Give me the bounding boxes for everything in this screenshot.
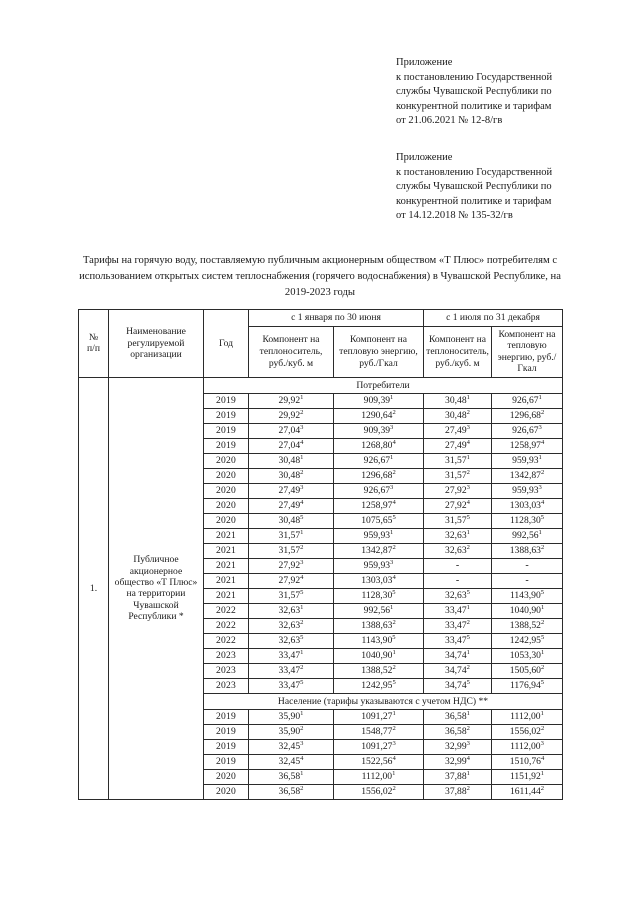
cell-p2-energy: 1342,87$^2$ [492, 468, 563, 483]
cell-p1-coolant: 27,49$^4$ [249, 498, 334, 513]
year-cell: 2021 [204, 588, 249, 603]
cell-p1-coolant: 33,47$^2$ [249, 663, 334, 678]
footnote-marker: 1 [300, 529, 304, 537]
footnote-marker: 1 [540, 710, 544, 718]
year-cell: 2020 [204, 483, 249, 498]
cell-p1-energy: 926,67$^1$ [334, 453, 424, 468]
footnote-marker: 5 [392, 634, 396, 642]
footnote-marker: 2 [540, 785, 545, 793]
footnote-marker: 1 [466, 604, 470, 612]
title-line-1: Тарифы на горячую воду, поставляемую публичным акционерным обществом «Т Плюс» [82, 255, 485, 266]
cell-p2-coolant: 33,47$^5$ [424, 633, 492, 648]
appendix-2-line-4: конкурентной политике и тарифам [396, 195, 552, 207]
appendix-1-line-1: Приложение [396, 57, 453, 68]
year-cell: 2020 [204, 784, 249, 799]
footnote-marker: 2 [466, 785, 470, 793]
table-section-row [79, 377, 563, 393]
cell-p2-energy: 926,67$^3$ [492, 423, 563, 438]
cell-p2-coolant: 30,48$^1$ [424, 393, 492, 408]
cell-p2-coolant: 37,88$^1$ [424, 769, 492, 784]
year-cell: 2019 [204, 754, 249, 769]
footnote-marker: 4 [300, 499, 304, 507]
cell-p2-coolant: 32,63$^2$ [424, 543, 492, 558]
year-cell: 2023 [204, 678, 249, 693]
footnote-marker: 1 [392, 710, 396, 718]
footnote-marker: 2 [466, 544, 470, 552]
cell-p1-coolant: 32,63$^5$ [249, 633, 334, 648]
cell-p2-coolant: 32,99$^3$ [424, 739, 492, 754]
footnote-marker: 1 [392, 770, 396, 778]
cell-p1-energy: 1075,65$^5$ [334, 513, 424, 528]
footnote-marker: 5 [540, 679, 545, 687]
footnote-marker: 2 [540, 544, 545, 552]
footnote-marker: 2 [466, 664, 470, 672]
appendix-2-line-1: Приложение [396, 151, 453, 163]
footnote-marker: 5 [466, 634, 470, 642]
footnote-marker: 5 [300, 514, 304, 522]
year-cell: 2021 [204, 543, 249, 558]
year-cell: 2023 [204, 648, 249, 663]
tariff-table [78, 309, 563, 800]
cell-p1-energy: 1296,68$^2$ [334, 468, 424, 483]
cell-p1-coolant: 27,49$^3$ [249, 483, 334, 498]
footnote-marker: 3 [466, 424, 470, 432]
footnote-marker: 1 [300, 604, 304, 612]
col-header-year: Год [204, 310, 249, 378]
footnote-marker: 1 [466, 454, 470, 462]
footnote-marker: 1 [540, 649, 545, 657]
footnote-marker: 1 [466, 394, 470, 402]
cell-p1-energy: 1258,97$^4$ [334, 498, 424, 513]
cell-p2-energy: 1176,94$^5$ [492, 678, 563, 693]
cell-p2-coolant: 30,48$^2$ [424, 408, 492, 423]
footnote-marker: 1 [300, 394, 304, 402]
cell-p1-energy: 1548,77$^2$ [334, 724, 424, 739]
year-cell: 2019 [204, 393, 249, 408]
footnote-marker: 1 [300, 454, 304, 462]
footnote-marker: 2 [392, 785, 396, 793]
footnote-marker: 2 [392, 544, 396, 552]
cell-p2-energy: 1505,60$^2$ [492, 663, 563, 678]
footnote-marker: 2 [300, 409, 304, 417]
footnote-marker: 3 [538, 424, 542, 432]
footnote-marker: 5 [540, 589, 545, 597]
cell-p1-coolant: 31,57$^5$ [249, 588, 334, 603]
footnote-marker: 1 [540, 604, 545, 612]
cell-p2-energy: 1112,00$^1$ [492, 709, 563, 724]
cell-p2-coolant: 34,74$^5$ [424, 678, 492, 693]
footnote-marker: 1 [300, 649, 304, 657]
footnote-marker: 4 [392, 499, 396, 507]
col-header-number [79, 310, 109, 378]
year-cell: 2022 [204, 603, 249, 618]
cell-p1-energy: 1268,80$^4$ [334, 438, 424, 453]
footnote-marker: 4 [392, 755, 396, 763]
cell-p2-coolant: 31,57$^2$ [424, 468, 492, 483]
cell-p2-energy: 959,93$^3$ [492, 483, 563, 498]
footnote-marker: 4 [466, 499, 470, 507]
cell-p2-energy: 1388,63$^2$ [492, 543, 563, 558]
col-header-p2-energy: Компонент на тепловую энергию, руб./Гкал [492, 326, 563, 377]
cell-p1-energy: 1112,00$^1$ [334, 769, 424, 784]
footnote-marker: 2 [392, 409, 396, 417]
cell-p1-coolant: 32,63$^1$ [249, 603, 334, 618]
year-cell: 2019 [204, 739, 249, 754]
cell-p2-energy: 1151,92$^1$ [492, 769, 563, 784]
cell-p1-energy: 1342,87$^2$ [334, 543, 424, 558]
footnote-marker: 1 [390, 604, 394, 612]
cell-p2-coolant: 36,58$^2$ [424, 724, 492, 739]
footnote-marker: 2 [540, 409, 545, 417]
footnote-marker: 1 [300, 770, 304, 778]
appendix-2-line-3: службы Чувашской Республики по [396, 181, 552, 193]
cell-p1-energy: 959,93$^3$ [334, 558, 424, 573]
title-line-3: водоснабжения) в Чувашской Республике, на 2019-2023 годы [284, 271, 561, 298]
cell-p1-energy: 1143,90$^5$ [334, 633, 424, 648]
year-cell: 2019 [204, 709, 249, 724]
cell-p1-energy: 959,93$^1$ [334, 528, 424, 543]
cell-p1-energy: 1388,52$^2$ [334, 663, 424, 678]
table-body [79, 377, 563, 799]
footnote-marker: 2 [300, 785, 304, 793]
footnote-marker: 4 [466, 755, 470, 763]
footnote-marker: 2 [540, 619, 545, 627]
footnote-marker: 5 [300, 589, 304, 597]
footnote-marker: 1 [390, 454, 394, 462]
cell-p1-coolant: 30,48$^2$ [249, 468, 334, 483]
cell-p1-energy: 1040,90$^1$ [334, 648, 424, 663]
col-header-period-first-half: с 1 января по 30 июня [249, 310, 424, 327]
cell-p2-coolant: 33,47$^2$ [424, 618, 492, 633]
footnote-marker: 3 [390, 424, 394, 432]
cell-p1-energy: 909,39$^3$ [334, 423, 424, 438]
title-line-2: потребителям с использованием открытых систем теплоснабжения (горячего [79, 255, 558, 282]
cell-p2-energy: 959,93$^1$ [492, 453, 563, 468]
row-index-cell: 1. [79, 377, 109, 799]
footnote-marker: 4 [300, 439, 304, 447]
cell-p1-coolant: 35,90$^2$ [249, 724, 334, 739]
cell-p1-energy: 1091,27$^1$ [334, 709, 424, 724]
col-header-organization-l3: организации [130, 349, 182, 361]
footnote-marker: 1 [466, 649, 470, 657]
footnote-marker: 4 [540, 499, 545, 507]
footnote-marker: 2 [300, 725, 304, 733]
cell-p2-energy: 1143,90$^5$ [492, 588, 563, 603]
cell-p2-coolant: 32,63$^1$ [424, 528, 492, 543]
section-label-cell: Население (тарифы указываются с учетом НДС) ** [204, 693, 563, 709]
appendix-1-line-2: к постановлению Государственной [396, 71, 553, 83]
section-label-cell: Потребители [204, 377, 563, 393]
footnote-marker: 3 [300, 559, 304, 567]
cell-p1-energy: 1242,95$^5$ [334, 678, 424, 693]
cell-p2-coolant: 27,49$^4$ [424, 438, 492, 453]
cell-p1-coolant: 33,47$^1$ [249, 648, 334, 663]
appendix-1-line-4: конкурентной политике и тарифам [396, 100, 552, 112]
cell-p2-coolant: 32,63$^5$ [424, 588, 492, 603]
cell-p2-energy: 1296,68$^2$ [492, 408, 563, 423]
footnote-marker: 1 [390, 394, 394, 402]
cell-p2-energy: 1128,30$^5$ [492, 513, 563, 528]
year-cell: 2020 [204, 468, 249, 483]
footnote-marker: 2 [392, 664, 396, 672]
year-cell: 2023 [204, 663, 249, 678]
year-cell: 2020 [204, 769, 249, 784]
footnote-marker: 3 [392, 740, 396, 748]
cell-p1-energy: 926,67$^3$ [334, 483, 424, 498]
year-cell: 2022 [204, 618, 249, 633]
cell-p1-coolant: 32,63$^2$ [249, 618, 334, 633]
footnote-marker: 1 [466, 770, 470, 778]
footnote-marker: 2 [466, 469, 470, 477]
cell-p1-coolant: 32,45$^3$ [249, 739, 334, 754]
document-title [78, 253, 562, 301]
footnote-marker: 3 [300, 424, 304, 432]
footnote-marker: 5 [540, 634, 545, 642]
footnote-marker: 4 [540, 755, 545, 763]
table-head [79, 310, 563, 378]
cell-p1-coolant: 27,04$^3$ [249, 423, 334, 438]
footnote-marker: 2 [392, 619, 396, 627]
cell-p1-coolant: 27,92$^3$ [249, 558, 334, 573]
footnote-marker: 3 [300, 740, 304, 748]
appendix-block-1 [396, 56, 636, 129]
cell-p2-energy: 1258,97$^4$ [492, 438, 563, 453]
footnote-marker: 2 [540, 664, 545, 672]
footnote-marker: 1 [538, 529, 542, 537]
cell-p1-coolant: 33,47$^5$ [249, 678, 334, 693]
footnote-marker: 4 [300, 574, 304, 582]
appendix-1-line-5: от 21.06.2021 № 12-8/гв [396, 115, 503, 127]
footnote-marker: 4 [392, 439, 396, 447]
year-cell: 2019 [204, 724, 249, 739]
cell-p1-coolant: 30,48$^5$ [249, 513, 334, 528]
cell-p1-coolant: 31,57$^2$ [249, 543, 334, 558]
footnote-marker: 2 [466, 725, 470, 733]
footnote-marker: 2 [392, 725, 396, 733]
cell-p1-energy: 1388,63$^2$ [334, 618, 424, 633]
cell-p1-energy: 1522,56$^4$ [334, 754, 424, 769]
footnote-marker: 5 [466, 589, 470, 597]
footnote-marker: 1 [466, 710, 470, 718]
col-header-p1-energy: Компонент на тепловую энергию, руб./Гкал [334, 326, 424, 377]
cell-p2-coolant: 27,92$^4$ [424, 498, 492, 513]
footnote-marker: 5 [300, 679, 304, 687]
cell-p2-energy: 1112,00$^3$ [492, 739, 563, 754]
col-header-number-l1: № [88, 331, 99, 343]
cell-p1-coolant: 27,04$^4$ [249, 438, 334, 453]
footnote-marker: 3 [466, 740, 470, 748]
cell-p2-energy: 1556,02$^2$ [492, 724, 563, 739]
col-header-organization-l1: Наименование [126, 326, 186, 338]
cell-p2-energy: 926,67$^1$ [492, 393, 563, 408]
footnote-marker: 5 [466, 679, 470, 687]
cell-p2-coolant: - [424, 558, 492, 573]
cell-p2-energy: - [492, 558, 563, 573]
appendix-2-line-2: к постановлению Государственной [396, 166, 553, 178]
cell-p1-energy: 1091,27$^3$ [334, 739, 424, 754]
footnote-marker: 3 [390, 484, 394, 492]
footnote-marker: 1 [390, 529, 394, 537]
cell-p2-coolant: - [424, 573, 492, 588]
footnote-marker: 5 [392, 679, 396, 687]
year-cell: 2020 [204, 453, 249, 468]
cell-p2-coolant: 36,58$^1$ [424, 709, 492, 724]
year-cell: 2021 [204, 573, 249, 588]
col-header-period-second-half: с 1 июля по 31 декабря [424, 310, 563, 327]
footnote-marker: 3 [540, 740, 544, 748]
footnote-marker: 1 [538, 454, 542, 462]
footnote-marker: 2 [300, 544, 304, 552]
cell-p2-energy: 992,56$^1$ [492, 528, 563, 543]
footnote-marker: 3 [538, 484, 542, 492]
cell-p2-energy: 1040,90$^1$ [492, 603, 563, 618]
cell-p1-coolant: 32,45$^4$ [249, 754, 334, 769]
cell-p2-coolant: 32,99$^4$ [424, 754, 492, 769]
footnote-marker: 2 [300, 664, 304, 672]
cell-p1-coolant: 29,92$^1$ [249, 393, 334, 408]
footnote-marker: 3 [466, 484, 470, 492]
cell-p1-coolant: 30,48$^1$ [249, 453, 334, 468]
footnote-marker: 4 [392, 574, 396, 582]
footnote-marker: 2 [540, 469, 545, 477]
year-cell: 2019 [204, 408, 249, 423]
cell-p2-coolant: 31,57$^5$ [424, 513, 492, 528]
year-cell: 2020 [204, 498, 249, 513]
cell-p2-energy: 1388,52$^2$ [492, 618, 563, 633]
organization-name-cell: Публичное акционерное общество «Т Плюс» на территории Чувашской Республики * [109, 377, 204, 799]
footnote-marker: 1 [466, 529, 470, 537]
appendix-1-line-3: службы Чувашской Республики по [396, 86, 552, 98]
cell-p1-energy: 992,56$^1$ [334, 603, 424, 618]
cell-p2-coolant: 27,92$^3$ [424, 483, 492, 498]
cell-p2-coolant: 34,74$^2$ [424, 663, 492, 678]
cell-p1-energy: 1303,03$^4$ [334, 573, 424, 588]
cell-p2-energy: 1611,44$^2$ [492, 784, 563, 799]
cell-p2-energy: 1303,03$^4$ [492, 498, 563, 513]
footnote-marker: 5 [540, 514, 545, 522]
cell-p1-coolant: 31,57$^1$ [249, 528, 334, 543]
col-header-p1-coolant: Компонент на теплоноситель, руб./куб. м [249, 326, 334, 377]
col-header-organization [109, 310, 204, 378]
footnote-marker: 2 [392, 469, 396, 477]
appendix-block-2 [396, 151, 636, 224]
appendix-header-group [396, 56, 636, 224]
cell-p2-coolant: 27,49$^3$ [424, 423, 492, 438]
footnote-marker: 2 [540, 725, 545, 733]
footnote-marker: 1 [392, 649, 396, 657]
cell-p1-coolant: 27,92$^4$ [249, 573, 334, 588]
cell-p1-energy: 909,39$^1$ [334, 393, 424, 408]
year-cell: 2019 [204, 423, 249, 438]
tariff-table-wrapper [78, 309, 562, 800]
footnote-marker: 1 [300, 710, 304, 718]
footnote-marker: 3 [300, 484, 304, 492]
cell-p1-energy: 1128,30$^5$ [334, 588, 424, 603]
cell-p1-energy: 1556,02$^2$ [334, 784, 424, 799]
footnote-marker: 4 [466, 439, 470, 447]
cell-p2-coolant: 37,88$^2$ [424, 784, 492, 799]
footnote-marker: 5 [392, 589, 396, 597]
year-cell: 2022 [204, 633, 249, 648]
cell-p2-energy: 1053,30$^1$ [492, 648, 563, 663]
footnote-marker: 3 [390, 559, 394, 567]
footnote-marker: 2 [300, 619, 304, 627]
cell-p1-coolant: 36,58$^2$ [249, 784, 334, 799]
col-header-p2-coolant: Компонент на теплоноситель, руб./куб. м [424, 326, 492, 377]
table-header-row-periods [79, 310, 563, 327]
col-header-organization-l2: регулируемой [127, 337, 185, 349]
footnote-marker: 2 [300, 469, 304, 477]
cell-p2-energy: 1242,95$^5$ [492, 633, 563, 648]
appendix-2-line-5: от 14.12.2018 № 135-32/гв [396, 210, 513, 222]
cell-p2-coolant: 34,74$^1$ [424, 648, 492, 663]
cell-p2-energy: 1510,76$^4$ [492, 754, 563, 769]
footnote-marker: 2 [466, 409, 470, 417]
footnote-marker: 5 [466, 514, 470, 522]
cell-p2-coolant: 33,47$^1$ [424, 603, 492, 618]
cell-p2-energy: - [492, 573, 563, 588]
footnote-marker: 1 [540, 770, 545, 778]
year-cell: 2019 [204, 438, 249, 453]
cell-p1-coolant: 36,58$^1$ [249, 769, 334, 784]
footnote-marker: 4 [540, 439, 545, 447]
footnote-marker: 4 [300, 755, 304, 763]
cell-p1-coolant: 35,90$^1$ [249, 709, 334, 724]
footnote-marker: 2 [466, 619, 470, 627]
year-cell: 2020 [204, 513, 249, 528]
year-cell: 2021 [204, 528, 249, 543]
footnote-marker: 5 [300, 634, 304, 642]
footnote-marker: 1 [538, 394, 542, 402]
year-cell: 2021 [204, 558, 249, 573]
col-header-number-l2: п/п [87, 343, 100, 355]
cell-p1-energy: 1290,64$^2$ [334, 408, 424, 423]
cell-p2-coolant: 31,57$^1$ [424, 453, 492, 468]
cell-p1-coolant: 29,92$^2$ [249, 408, 334, 423]
footnote-marker: 5 [392, 514, 396, 522]
